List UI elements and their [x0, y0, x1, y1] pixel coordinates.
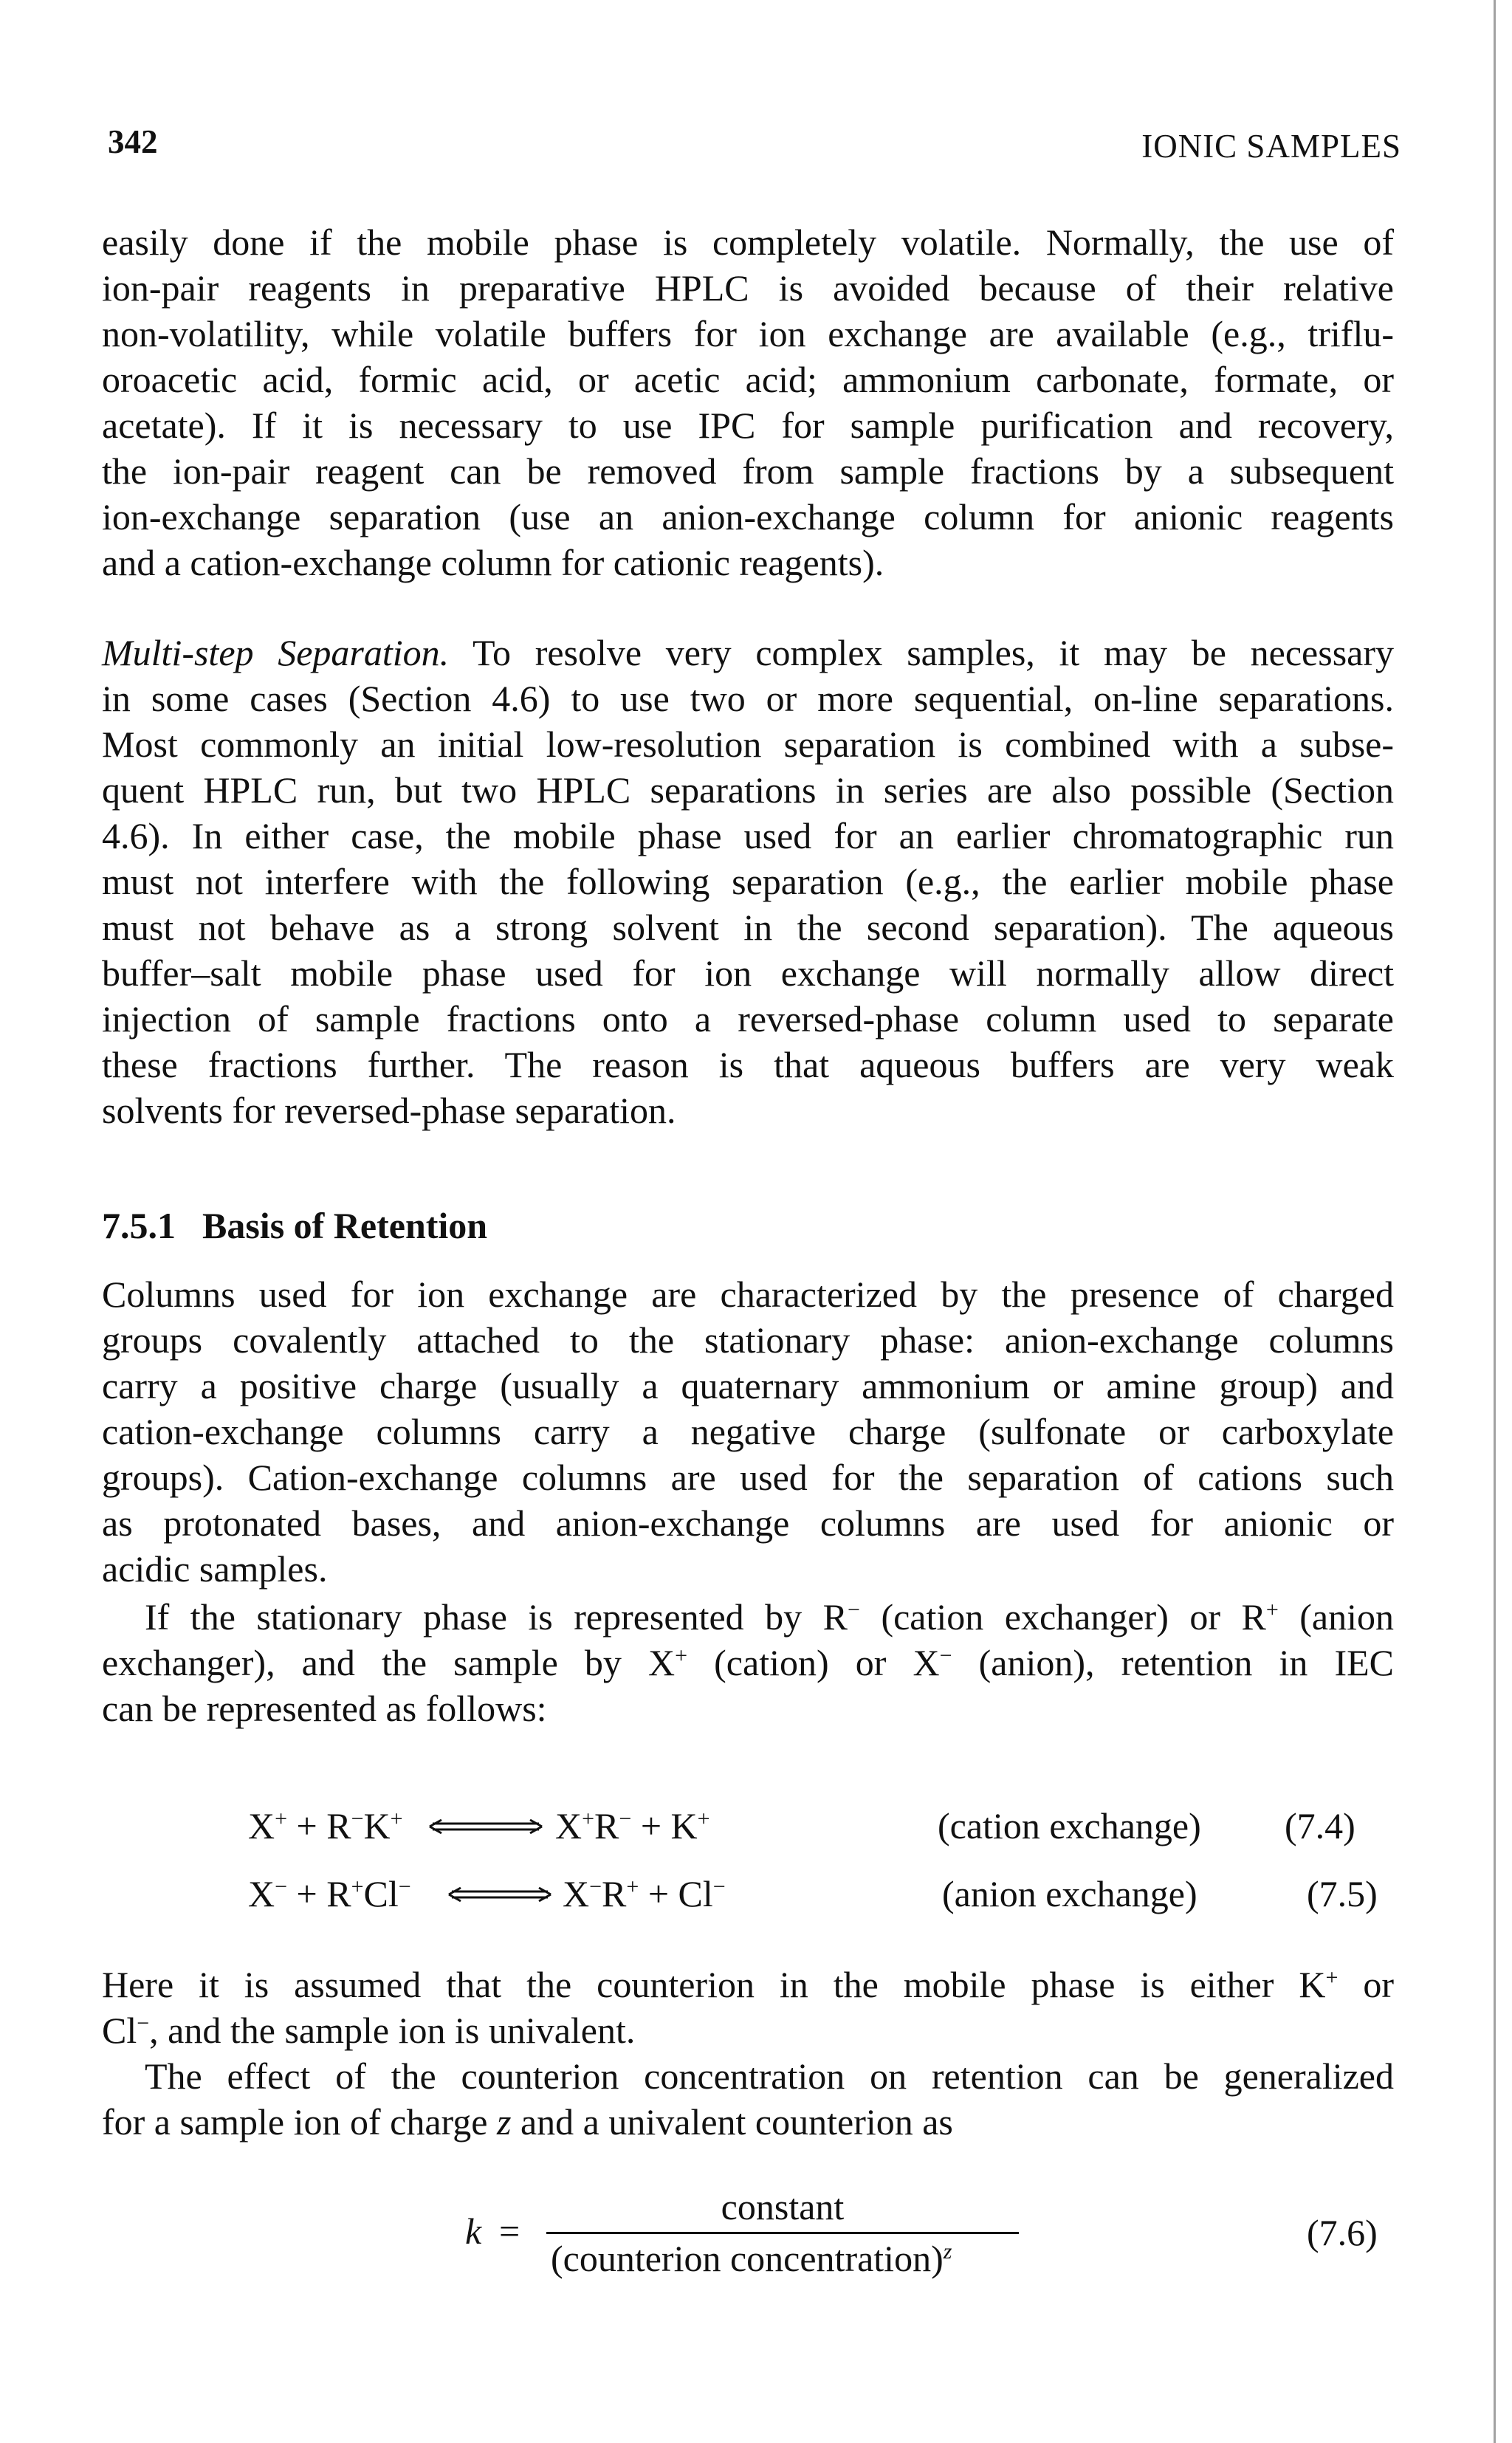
text-line: Most commonly an initial low-resolution separation is combined with a subse-	[102, 724, 1394, 765]
text-line: acidic samples.	[102, 1548, 328, 1590]
text-line: cation-exchange columns carry a negative charge (sulfonate or carboxylate	[102, 1411, 1394, 1452]
equilibrium-arrow-icon	[446, 1884, 554, 1905]
text-line: 4.6). In either case, the mobile phase used for an earlier chromatographic run	[102, 815, 1394, 856]
superscript: +	[351, 1875, 364, 1899]
text-run: Here it is assumed that the counterion in the mobile phase is either K	[102, 1964, 1326, 2005]
fraction-numerator: constant	[721, 2186, 845, 2227]
superscript: +	[697, 1807, 710, 1831]
equation-term: + R	[287, 1873, 351, 1914]
text-line: groups covalently attached to the stationary phase: anion-exchange columns	[102, 1319, 1394, 1361]
text-run: (cation exchanger) or R	[859, 1596, 1266, 1638]
superscript: +	[390, 1807, 403, 1831]
superscript: −	[848, 1598, 860, 1622]
text-line: buffer–salt mobile phase used for ion exchange will normally allow direct	[102, 952, 1394, 994]
equation-term: Cl	[363, 1873, 399, 1914]
text-line: and a cation-exchange column for cationic reagents).	[102, 542, 884, 583]
superscript: −	[589, 1875, 602, 1899]
denominator-text: (counterion concentration)	[551, 2238, 944, 2279]
superscript: −	[398, 1875, 411, 1899]
running-head: IONIC SAMPLES	[1141, 128, 1401, 165]
equation-term: + K	[631, 1805, 698, 1846]
section-title: Basis of Retention	[202, 1205, 488, 1246]
superscript: +	[275, 1807, 288, 1831]
text-run: To resolve very complex samples, it may be necessary	[449, 632, 1394, 673]
text-line: must not interfere with the following separation (e.g., the earlier mobile phase	[102, 861, 1394, 902]
superscript: +	[626, 1875, 639, 1899]
section-number: 7.5.1	[102, 1205, 176, 1246]
equals-sign: =	[499, 2210, 520, 2252]
text-run: , and the sample ion is univalent.	[149, 2010, 636, 2051]
equation-lhs: k	[465, 2210, 482, 2252]
superscript: −	[939, 1643, 952, 1668]
text-run: or	[1338, 1964, 1394, 2005]
equation-left-side	[248, 1871, 411, 1917]
text-line: in some cases (Section 4.6) to use two or more sequential, on-line separations.	[102, 678, 1394, 719]
equation-label: (cation exchange)	[938, 1805, 1201, 1846]
equation-term: R	[594, 1805, 619, 1846]
equation-label: (anion exchange)	[942, 1873, 1197, 1914]
text-line	[102, 630, 1394, 676]
text-line: non-volatility, while volatile buffers for ion exchange are available (e.g., triflu-	[102, 313, 1394, 354]
equation-term: X	[248, 1873, 275, 1914]
text-run: Cl	[102, 2010, 137, 2051]
text-line: the ion-pair reagent can be removed from sample fractions by a subsequent	[102, 450, 1394, 492]
equation-term: + Cl	[639, 1873, 713, 1914]
text-run: and a univalent counterion as	[511, 2101, 953, 2143]
text-line: quent HPLC run, but two HPLC separations in series are also possible (Section	[102, 769, 1394, 811]
equation-term: X	[563, 1873, 590, 1914]
text-run: If the stationary phase is represented by R	[145, 1596, 848, 1638]
text-line: easily done if the mobile phase is completely volatile. Normally, the use of	[102, 221, 1394, 263]
text-line: injection of sample fractions onto a reversed-phase column used to separate	[102, 998, 1394, 1040]
text-line: ion-exchange separation (use an anion-exchange column for anionic reagents	[102, 496, 1394, 537]
text-run: for a sample ion of charge	[102, 2101, 497, 2143]
fraction-denominator	[551, 2236, 952, 2281]
equation-term: + R	[287, 1805, 351, 1846]
superscript: −	[619, 1807, 632, 1831]
equation-number: (7.4)	[1285, 1805, 1355, 1846]
text-run: (anion), retention in IEC	[952, 1642, 1394, 1683]
equation-right-side	[555, 1803, 710, 1849]
superscript: +	[582, 1807, 595, 1831]
text-line: acetate). If it is necessary to use IPC for sample purification and recovery,	[102, 405, 1394, 446]
superscript: −	[712, 1875, 726, 1899]
text-line: groups). Cation-exchange columns are used for the separation of cations such	[102, 1457, 1394, 1498]
text-run: (anion	[1278, 1596, 1395, 1638]
page-edge-line	[1494, 0, 1496, 2443]
superscript: +	[1265, 1598, 1279, 1622]
text-line	[102, 2007, 1394, 2053]
equation-number: (7.5)	[1307, 1873, 1378, 1914]
page-header	[108, 123, 1401, 167]
superscript: −	[137, 2011, 150, 2035]
superscript: +	[675, 1643, 688, 1668]
equation-left-side	[248, 1803, 403, 1849]
equation-term: R	[602, 1873, 627, 1914]
equation-term: X	[555, 1805, 583, 1846]
superscript: −	[275, 1875, 288, 1899]
superscript: +	[1325, 1965, 1339, 1990]
text-line	[102, 2099, 1394, 2145]
superscript: −	[351, 1807, 364, 1831]
section-heading	[102, 1203, 487, 1248]
equation-term: K	[363, 1805, 391, 1846]
page-number: 342	[108, 123, 158, 160]
text-line: solvents for reversed-phase separation.	[102, 1090, 676, 1131]
superscript: z	[943, 2239, 952, 2264]
text-line	[145, 1594, 1394, 1640]
text-run: (cation) or X	[687, 1642, 940, 1683]
text-line: must not behave as a strong solvent in the second separation). The aqueous	[102, 907, 1394, 948]
fraction-bar	[546, 2232, 1019, 2234]
math-variable: z	[497, 2101, 512, 2143]
text-line	[102, 1640, 1394, 1686]
text-line: these fractions further. The reason is that aqueous buffers are very weak	[102, 1044, 1394, 1085]
equation-term: X	[248, 1805, 275, 1846]
text-line: as protonated bases, and anion-exchange columns are used for anionic or	[102, 1502, 1394, 1544]
text-line: carry a positive charge (usually a quaternary ammonium or amine group) and	[102, 1365, 1394, 1406]
text-line: oroacetic acid, formic acid, or acetic acid; ammonium carbonate, formate, or	[102, 359, 1394, 400]
text-run: exchanger), and the sample by X	[102, 1642, 676, 1683]
text-line: The effect of the counterion concentration on retention can be generalized	[145, 2055, 1394, 2097]
text-line: Columns used for ion exchange are characterized by the presence of charged	[102, 1274, 1394, 1315]
text-line	[102, 1962, 1394, 2007]
text-line: ion-pair reagents in preparative HPLC is avoided because of their relative	[102, 267, 1394, 309]
equilibrium-arrow-icon	[427, 1816, 545, 1837]
equation-right-side	[563, 1871, 726, 1917]
run-in-title: Multi-step Separation.	[102, 632, 450, 673]
text-line: can be represented as follows:	[102, 1688, 547, 1729]
equation-number: (7.6)	[1307, 2212, 1378, 2253]
